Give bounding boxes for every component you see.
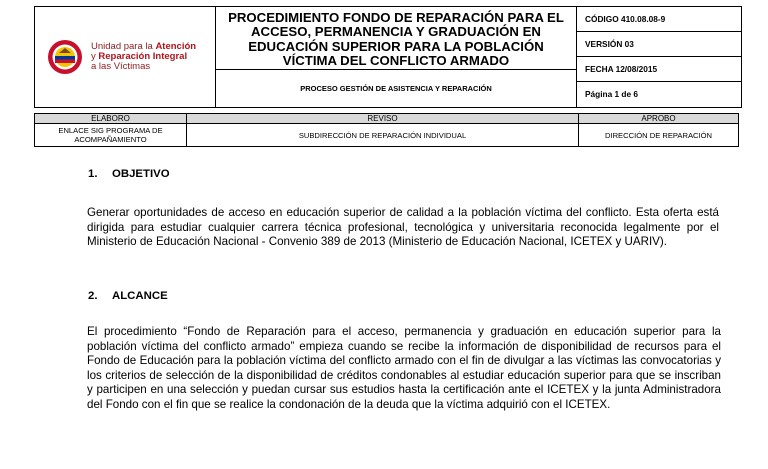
section-objetivo-text: Generar oportunidades de acceso en educación superior de calidad a la población víctima del conflicto. Esta oferta está dirigida para estudiar cualquier carrera técnica profesional, tecnológica y universitaria reconocida legalmente por el Ministerio de Educación Nacional - Convenio 389 de 2013 (Ministerio de Educación Nacional, ICETEX y UARIV). (87, 206, 719, 249)
reviso-value: SUBDIRECCIÓN DE REPARACIÓN INDIVIDUAL (187, 124, 579, 147)
entity-line1-prefix: Unidad para la (91, 41, 156, 52)
section-alcance-heading (88, 290, 168, 302)
entity-line1-bold: Atención (155, 41, 197, 52)
document-title: PROCEDIMIENTO FONDO DE REPARACIÓN PARA EL ACCESO, PERMANENCIA Y GRADUACIÓN EN EDUCACIÓN SUPERIOR PARA LA POBLACIÓN VÍCTIMA DEL CONFLICTO ARMADO (216, 8, 576, 70)
entity-name (91, 42, 196, 72)
aprobo-value: DIRECCIÓN DE REPARACIÓN (579, 124, 739, 147)
document-header (34, 6, 742, 108)
elaboro-label: ELABORO (35, 114, 187, 124)
title-cell (216, 7, 577, 108)
elaboro-value: ENLACE SIG PROGRAMA DE ACOMPAÑAMIENTO (35, 124, 187, 147)
colombia-seal-icon (47, 39, 83, 75)
entity-line2-prefix: y (91, 51, 99, 62)
entity-line3: a las Víctimas (91, 61, 151, 72)
section-objetivo-number: 1. (88, 168, 98, 180)
aprobo-label: APROBO (579, 114, 739, 124)
section-alcance-title: ALCANCE (112, 290, 168, 302)
document-date: FECHA 12/08/2015 (577, 57, 741, 82)
meta-cell (577, 7, 742, 108)
section-objetivo-heading (88, 168, 170, 180)
section-alcance-number: 2. (88, 290, 98, 302)
reviso-label: REVISO (187, 114, 579, 124)
signature-table (34, 113, 739, 147)
document-code: CÓDIGO 410.08.08-9 (577, 7, 741, 32)
process-name: PROCESO GESTIÓN DE ASISTENCIA Y REPARACIÓN (300, 83, 492, 93)
document-version: VERSIÓN 03 (577, 32, 741, 57)
section-alcance-text: El procedimiento “Fondo de Reparación para el acceso, permanencia y graduación en educación superior para la población víctima del conflicto armado” empieza cuando se recibe la información de disponibilidad de recursos para el Fondo de Educación para la población víctima del conflicto armado con el fin de divulgar a las víctimas las convocatorias y los criterios de selección de la disponibilidad de créditos condonables al estudiar educación superior para que se inscriban y participen en una selección y puedan cursar sus estudios hasta la certificación ante el ICETEX y la junta Administradora del Fondo con el fin que se realice la condonación de la deuda que la víctima adquirió con el ICETEX. (87, 325, 721, 411)
page-number: Página 1 de 6 (585, 89, 639, 99)
entity-line2-bold: Reparación Integral (98, 51, 188, 62)
logo-cell (35, 7, 216, 108)
section-objetivo-title: OBJETIVO (112, 168, 170, 180)
